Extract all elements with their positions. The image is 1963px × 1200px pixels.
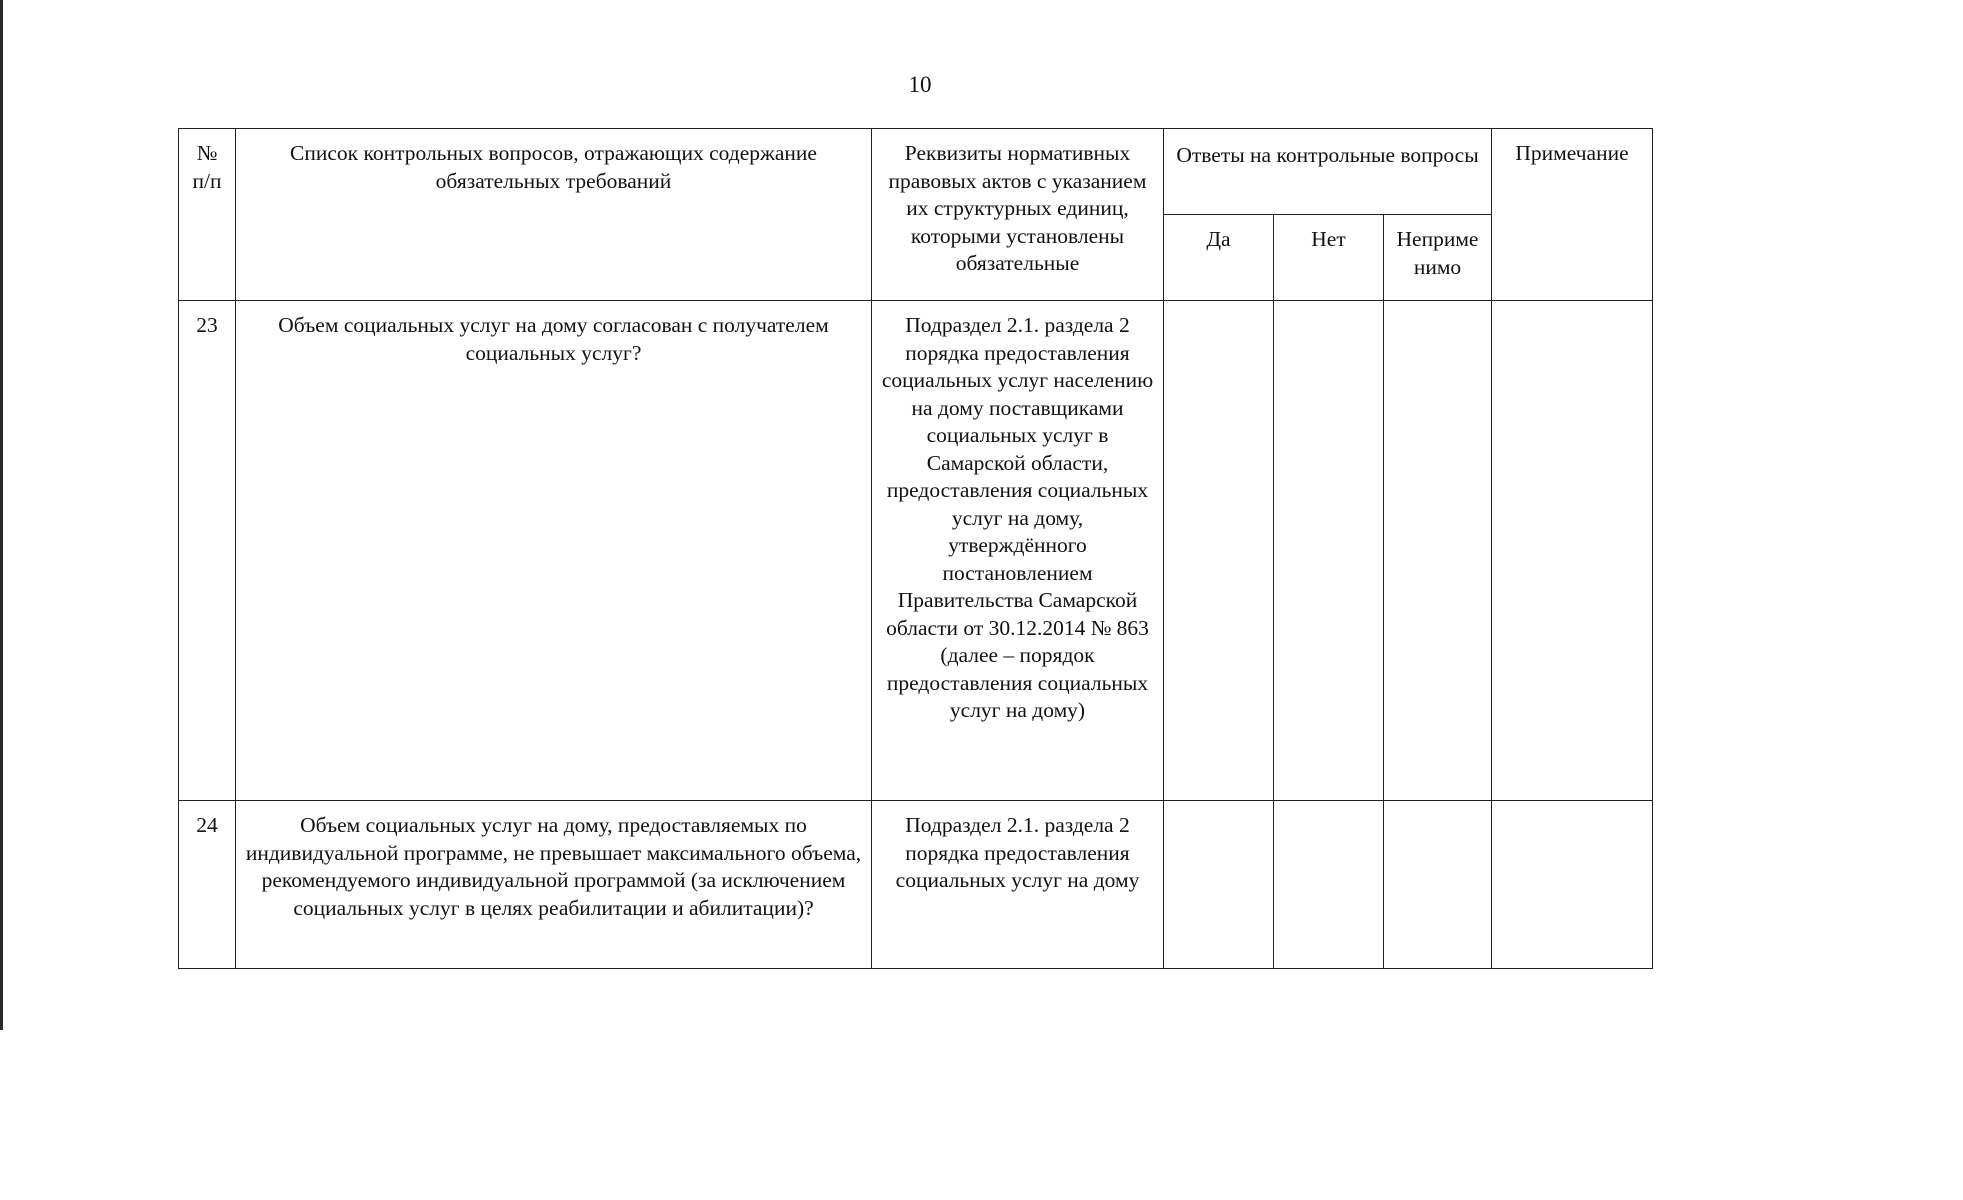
header-answer-no: Нет: [1274, 215, 1384, 301]
row-note: [1492, 301, 1653, 801]
row-answer-na: [1384, 801, 1492, 969]
table-row: [179, 801, 1653, 969]
header-answers-group: Ответы на контрольные вопросы: [1164, 129, 1492, 215]
row-answer-yes: [1164, 301, 1274, 801]
row-number: 23: [179, 301, 236, 801]
header-note: Примечание: [1492, 129, 1653, 301]
row-answer-na: [1384, 301, 1492, 801]
scan-edge-artifact: [0, 0, 3, 1030]
row-number: 24: [179, 801, 236, 969]
header-legal-basis: [872, 129, 1164, 301]
header-legal-basis-text: Реквизиты нормативных правовых актов с указанием их структурных единиц, которыми установлены обязательные: [888, 141, 1147, 275]
header-answer-na: Неприме нимо: [1384, 215, 1492, 301]
row-legal-basis: Подраздел 2.1. раздела 2 порядка предоставления социальных услуг населению на дому поставщиками социальных услуг в Самарской области, предоставления социальных услуг на дому, утверждённого постановлением Правительства Самарской области от 30.12.2014 № 863 (далее – порядок предоставления социальных услуг на дому): [872, 301, 1164, 801]
header-number: № п/п: [179, 129, 236, 301]
row-note: [1492, 801, 1653, 969]
row-question: Объем социальных услуг на дому, предоставляемых по индивидуальной программе, не превышает максимального объема, рекомендуемого индивидуальной программой (за исключением социальных услуг в целях реабилитации и абилитации)?: [236, 801, 872, 969]
table-row: [179, 301, 1653, 801]
row-question: Объем социальных услуг на дому согласован с получателем социальных услуг?: [236, 301, 872, 801]
row-legal-basis: Подраздел 2.1. раздела 2 порядка предоставления социальных услуг на дому: [872, 801, 1164, 969]
row-answer-yes: [1164, 801, 1274, 969]
header-questions: Список контрольных вопросов, отражающих содержание обязательных требований: [236, 129, 872, 301]
row-answer-no: [1274, 801, 1384, 969]
checklist-table: [178, 128, 1653, 969]
row-answer-no: [1274, 301, 1384, 801]
header-answer-yes: Да: [1164, 215, 1274, 301]
header-row: [179, 129, 1653, 215]
page-number: 10: [908, 72, 932, 97]
